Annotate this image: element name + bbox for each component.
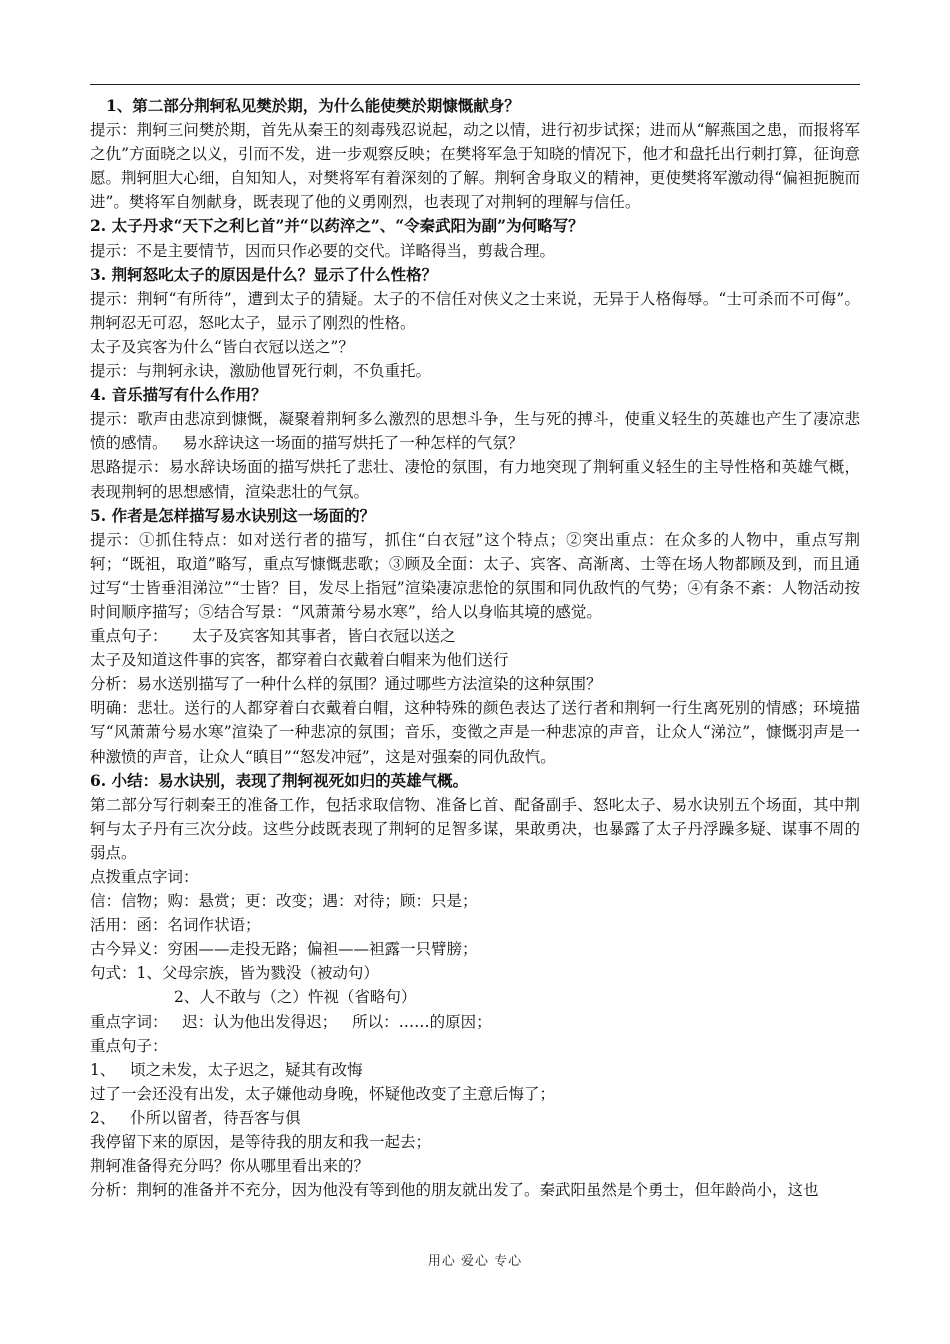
paragraph: 荆轲准备得充分吗？你从哪里看出来的？ <box>90 1157 370 1176</box>
paragraph: 重点句子： <box>90 1036 168 1055</box>
paragraph: 太子及宾客为什么“皆白衣冠以送之”？ <box>90 337 354 356</box>
paragraph: 重点句子： 太子及宾客知其事者，皆白衣冠以送之 <box>90 627 456 646</box>
paragraph: 第二部分写行刺秦王的准备工作，包括求取信物、准备匕首、配备副手、怒叱太子、易水诀别五个场面，其中荆轲与太子丹有三次分歧。这些分歧既表现了荆轲的足智多谋，果敢勇决，也暴露了太子丹浮躁多疑、谋事不周的弱点。 <box>90 795 860 862</box>
paragraph: 提示：歌声由悲凉到慷慨，凝聚着荆轲多么激烈的思想斗争，生与死的搏斗，使重义轻生的英雄也产生了凄凉悲愤的感情。 易水辞诀这一场面的描写烘托了一种怎样的气氛？ <box>90 410 860 453</box>
paragraph: 提示：不是主要情节，因而只作必要的交代。详略得当，剪裁合理。 <box>90 241 556 260</box>
paragraph: 信：信物；购：悬赏；更：改变；遇：对待；顾：只是； <box>90 892 478 911</box>
page-footer: 用心 爱心 专心 <box>427 1254 523 1269</box>
paragraph: 活用：函：名词作状语； <box>90 916 261 935</box>
paragraph: 1、 顷之未发，太子迟之，疑其有改悔 <box>90 1060 363 1079</box>
paragraph: 提示：荆轲“有所待”，遭到太子的猜疑。太子的不信任对侠义之士来说，无异于人格侮辱。“士可杀而不可侮”。荆轲忍无可忍，怒叱太子，显示了刚烈的性格。 <box>90 289 860 332</box>
paragraph: 分析：易水送别描写了一种什么样的氛围？通过哪些方法渲染的这种氛围？ <box>90 675 602 694</box>
paragraph: 古今异义：穷困——走投无路；偏袒——袒露一只臂膀； <box>90 940 478 959</box>
paragraph: 2、 仆所以留者，待吾客与俱 <box>90 1108 301 1127</box>
paragraph: 提示：①抓住特点：如对送行者的描写，抓住“白衣冠”这个特点；②突出重点：在众多的人物中，重点写荆轲；“既祖，取道”略写，重点写慷慨悲歌；③顾及全面：太子、宾客、高渐离、士等在场人物都顾及到，而且通过写“士皆垂泪涕泣”“士皆？目，发尽上指冠”渲染凄凉悲怆的氛围和同仇敌忾的气势；④有条不紊：人物活动按时间顺序描写；⑤结合写景：“风萧萧兮易水寒”，给人以身临其境的感觉。 <box>90 530 860 621</box>
question-heading: 4. 音乐描写有什么作用？ <box>90 385 267 405</box>
paragraph: 分析：荆轲的准备并不充分，因为他没有等到他的朋友就出发了。秦武阳虽然是个勇士，但年龄尚小，这也 <box>90 1181 819 1200</box>
paragraph: 2、人不敢与（之）忤视（省略句） <box>174 988 417 1007</box>
question-heading: 3. 荆轲怒叱太子的原因是什么？显示了什么性格？ <box>90 264 438 284</box>
paragraph: 过了一会还没有出发，太子嫌他动身晚，怀疑他改变了主意后悔了； <box>90 1084 556 1103</box>
paragraph: 思路提示：易水辞诀场面的描写烘托了悲壮、凄怆的氛围，有力地突现了荆轲重义轻生的主导性格和英雄气概，表现荆轲的思想感情，渲染悲壮的气氛。 <box>90 458 860 501</box>
question-heading: 5. 作者是怎样描写易水诀别这一场面的？ <box>90 505 376 525</box>
document-body <box>90 94 860 1202</box>
question-heading: 6. 小结：易水诀别，表现了荆轲视死如归的英雄气概。 <box>90 770 469 790</box>
paragraph: 重点字词： 迟：认为他出发得迟； 所以：……的原因； <box>90 1012 492 1031</box>
paragraph: 提示：与荆轲永诀，激励他冒死行刺，不负重托。 <box>90 362 432 381</box>
paragraph: 提示：荆轲三问樊於期，首先从秦王的刻毒残忍说起，动之以情，进行初步试探；进而从“解燕国之患，而报将军之仇”方面晓之以义，引而不发，进一步观察反映；在樊将军急于知晓的情况下，他才和盘托出行刺打算，征询意愿。荆轲胆大心细，自知知人，对樊将军有着深刻的了解。荆轲舍身取义的精神，更使樊将军激动得“偏袒扼腕而进”。樊将军自刎献身，既表现了他的义勇刚烈，也表现了对荆轲的理解与信任。 <box>90 121 860 212</box>
header-rule <box>90 84 860 85</box>
paragraph: 太子及知道这件事的宾客，都穿着白衣戴着白帽来为他们送行 <box>90 651 509 670</box>
question-heading: 2. 太子丹求“天下之利匕首”并“以药淬之”、“令秦武阳为副”为何略写？ <box>90 216 584 236</box>
paragraph: 明确：悲壮。送行的人都穿着白衣戴着白帽，这种特殊的颜色表达了送行者和荆轲一行生离死别的情感；环境描写“风萧萧兮易水寒”渲染了一种悲凉的氛围；音乐，变徵之声是一种悲凉的声音，让众人“涕泣”，慷慨羽声是一种激愤的声音，让众人“瞋目”“怒发冲冠”，这是对强秦的同仇敌忾。 <box>90 699 860 766</box>
paragraph: 点拨重点字词： <box>90 868 199 886</box>
question-heading: 1、第二部分荆轲私见樊於期，为什么能使樊於期慷慨献身？ <box>106 96 520 115</box>
paragraph: 我停留下来的原因，是等待我的朋友和我一起去； <box>90 1133 432 1152</box>
paragraph: 句式：1、父母宗族，皆为戮没（被动句） <box>90 964 379 983</box>
